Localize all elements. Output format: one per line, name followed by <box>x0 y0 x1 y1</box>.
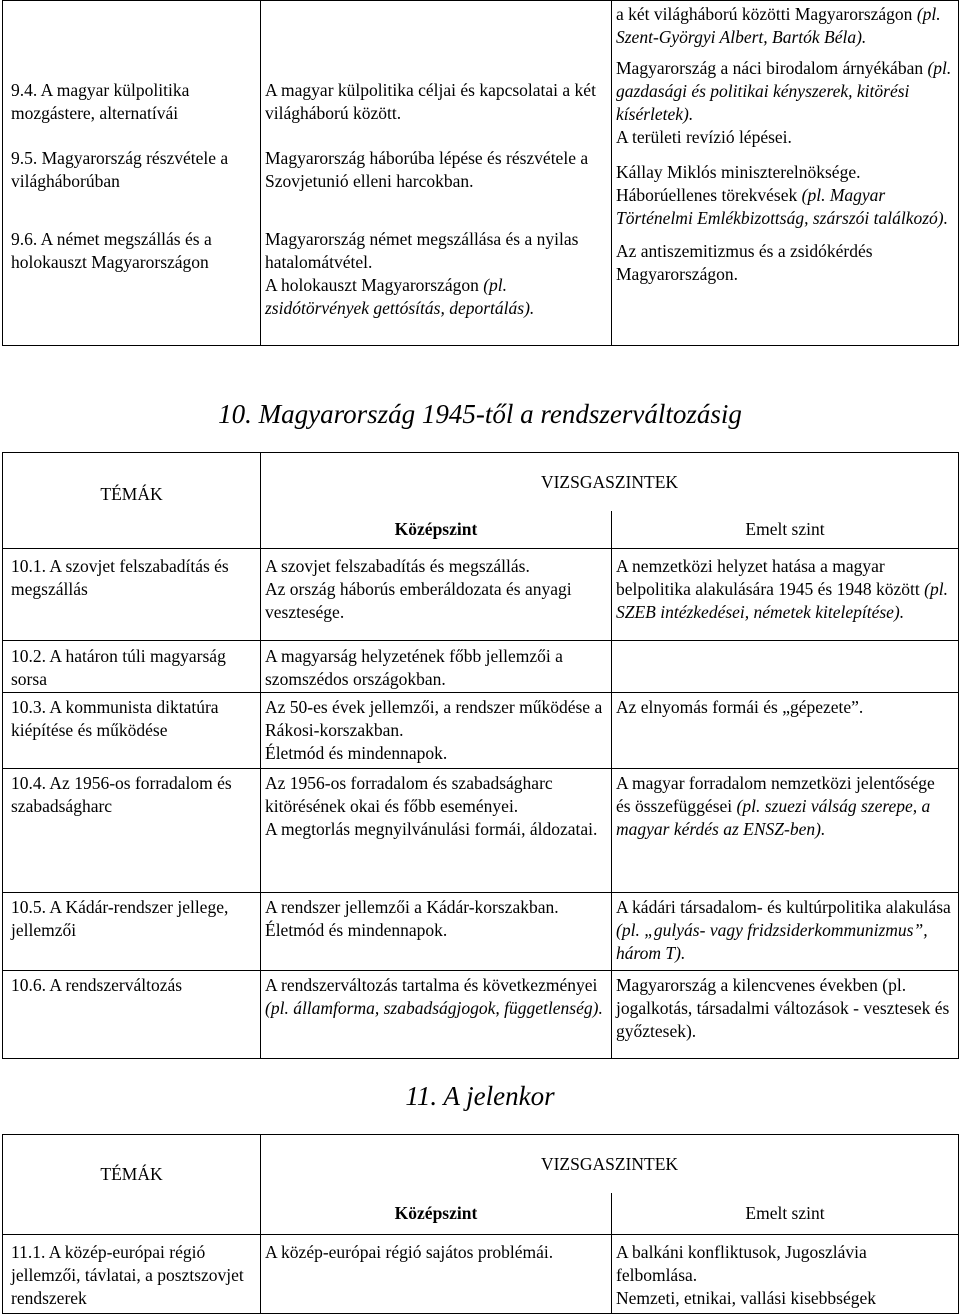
mid-cell <box>261 208 612 345</box>
mid-text: Életmód és mindennapok. <box>265 920 448 940</box>
right-cell <box>612 693 959 769</box>
topic-cell <box>3 641 261 693</box>
temak-header <box>3 1135 261 1235</box>
mid-cell <box>261 641 612 693</box>
topic-10-2: 10.2. A határon túli magyarság sorsa <box>11 646 226 689</box>
mid-text: Az ország háborús emberáldozata és anyagi vesztesége. <box>265 579 572 622</box>
mid-9-6-b: A holokauszt Magyarországon <box>265 275 484 296</box>
right-text-italic: (pl. Szent-Györgyi Albert, Bartók Béla). <box>616 4 941 47</box>
right-cell <box>612 971 959 1059</box>
topic-9-6: 9.6. A német megszállás és a holokauszt Magyarországon <box>11 229 212 273</box>
section10-title: 10. Magyarország 1945-től a rendszerváltozásig <box>218 399 742 429</box>
right-cell <box>612 1 959 346</box>
right-cell-empty <box>612 641 959 693</box>
mid-cell <box>261 693 612 769</box>
mid-text: A közép-európai régió sajátos problémái. <box>265 1242 554 1262</box>
vizsgaszintek-label: VIZSGASZINTEK <box>540 1154 679 1174</box>
temak-label: TÉMÁK <box>100 1164 163 1184</box>
right-cell <box>612 1235 959 1314</box>
mid-text-italic: (pl. államforma, szabadságjogok, függetlenség). <box>265 998 603 1018</box>
right-text: A kádári társadalom- és kultúrpolitika alakulása <box>616 897 951 917</box>
mid-9-6-italic: (pl. zsidótörvények gettósítás, deportálás). <box>265 275 535 319</box>
mid-cell <box>261 1235 612 1314</box>
mid-text: A szovjet felszabadítás és megszállás. <box>265 556 530 576</box>
mid-text: Az 1956-os forradalom és szabadságharc kitörésének okai és főbb eseményei. <box>265 773 553 816</box>
right-text: A területi revízió lépései. <box>616 127 792 147</box>
topic-cell <box>3 1 261 126</box>
topic-cell <box>3 971 261 1059</box>
emelt-label: Emelt szint <box>745 1202 825 1223</box>
kozepszint-label: Középszint <box>394 518 478 539</box>
topic-10-6: 10.6. A rendszerváltozás <box>11 975 183 995</box>
topic-10-5: 10.5. A Kádár-rendszer jellege, jellemzői <box>11 897 229 940</box>
mid-cell <box>261 893 612 971</box>
section10-table <box>2 452 959 1059</box>
kozepszint-header <box>261 511 612 549</box>
right-text: Kállay Miklós miniszterelnöksége. <box>616 162 861 182</box>
right-text-italic: (pl. Magyar Történelmi Emlékbizottság, szárszói találkozó). <box>616 185 949 228</box>
temak-header <box>3 453 261 549</box>
mid-text: A rendszer jellemzői a Kádár-korszakban. <box>265 897 559 917</box>
right-text: Magyarország a náci birodalom árnyékában <box>616 58 928 78</box>
right-text: A nemzetközi helyzet hatása a magyar belpolitika alakulására 1945 és 1948 között <box>616 556 925 599</box>
right-text: Háborúellenes törekvések <box>616 185 802 205</box>
right-text: Az elnyomás formái és „gépezete”. <box>616 697 864 717</box>
mid-cell <box>261 971 612 1059</box>
right-text: A magyar forradalom nemzetközi jelentősége és összefüggései <box>616 773 935 816</box>
topic-cell <box>3 769 261 893</box>
topic-11-1: 11.1. A közép-európai régió jellemzői, távlatai, a posztszovjet rendszerek <box>11 1242 244 1308</box>
vizsgaszintek-header <box>261 453 959 511</box>
mid-9-6: Magyarország német megszállása és a nyilas hatalomátvétel. <box>265 229 579 273</box>
mid-text: A megtorlás megnyilvánulási formái, áldozatai. <box>265 819 598 839</box>
right-cell <box>612 893 959 971</box>
section9-table <box>2 0 959 346</box>
topic-cell <box>3 549 261 641</box>
right-text-italic: (pl. szuezi válság szerepe, a magyar kérdés az ENSZ-ben). <box>616 796 931 839</box>
topic-10-3: 10.3. A kommunista diktatúra kiépítése és működése <box>11 697 219 740</box>
topic-10-4: 10.4. Az 1956-os forradalom és szabadságharc <box>11 773 232 816</box>
kozepszint-header <box>261 1193 612 1235</box>
topic-9-4: 9.4. A magyar külpolitika mozgástere, alternatívái <box>11 80 190 123</box>
topic-cell <box>3 693 261 769</box>
topic-cell <box>3 893 261 971</box>
section11-title: 11. A jelenkor <box>405 1081 555 1111</box>
right-text: a két világháború közötti Magyarországon <box>616 4 917 24</box>
kozepszint-label: Középszint <box>394 1202 478 1223</box>
mid-cell <box>261 1 612 126</box>
topic-cell <box>3 1235 261 1314</box>
mid-text: A rendszerváltozás tartalma és következményei <box>265 975 598 995</box>
right-text-italic: (pl. SZEB intézkedései, németek kitelepítése). <box>616 579 948 622</box>
right-text: Magyarország a kilencvenes években (pl. jogalkotás, társadalmi változások - vesztesek és győztesek). <box>616 975 950 1041</box>
mid-cell <box>261 549 612 641</box>
topic-cell <box>3 208 261 345</box>
right-text-italic: (pl. gazdasági és politikai kényszerek, kitörési kísérletek). <box>616 58 952 124</box>
section11-table <box>2 1134 959 1314</box>
emelt-header <box>612 511 959 549</box>
mid-9-4: A magyar külpolitika céljai és kapcsolatai a két világháború között. <box>265 80 596 123</box>
emelt-header <box>612 1193 959 1235</box>
mid-text: A magyarság helyzetének főbb jellemzői a szomszédos országokban. <box>265 646 563 689</box>
topic-9-5: 9.5. Magyarország részvétele a világháborúban <box>11 148 229 191</box>
mid-text: Az 50-es évek jellemzői, a rendszer működése a Rákosi-korszakban. <box>265 697 603 740</box>
right-text: A balkáni konfliktusok, Jugoszlávia felbomlása. <box>616 1242 867 1285</box>
emelt-label: Emelt szint <box>745 518 825 539</box>
mid-text: Életmód és mindennapok. <box>265 743 448 763</box>
right-cell <box>612 769 959 893</box>
right-cell <box>612 549 959 641</box>
topic-10-1: 10.1. A szovjet felszabadítás és megszállás <box>11 556 229 599</box>
vizsgaszintek-header <box>261 1135 959 1193</box>
vizsgaszintek-label: VIZSGASZINTEK <box>540 472 679 492</box>
right-text-italic: (pl. „gulyás- vagy fridzsiderkommunizmus”, három T). <box>616 920 928 963</box>
temak-label: TÉMÁK <box>100 484 163 504</box>
mid-cell <box>261 125 612 208</box>
mid-cell <box>261 769 612 893</box>
right-text: Nemzeti, etnikai, vallási kisebbségek <box>616 1288 876 1308</box>
mid-9-5: Magyarország háborúba lépése és részvétele a Szovjetunió elleni harcokban. <box>265 148 589 191</box>
topic-cell <box>3 125 261 208</box>
right-text: Az antiszemitizmus és a zsidókérdés Magyarországon. <box>616 241 873 284</box>
